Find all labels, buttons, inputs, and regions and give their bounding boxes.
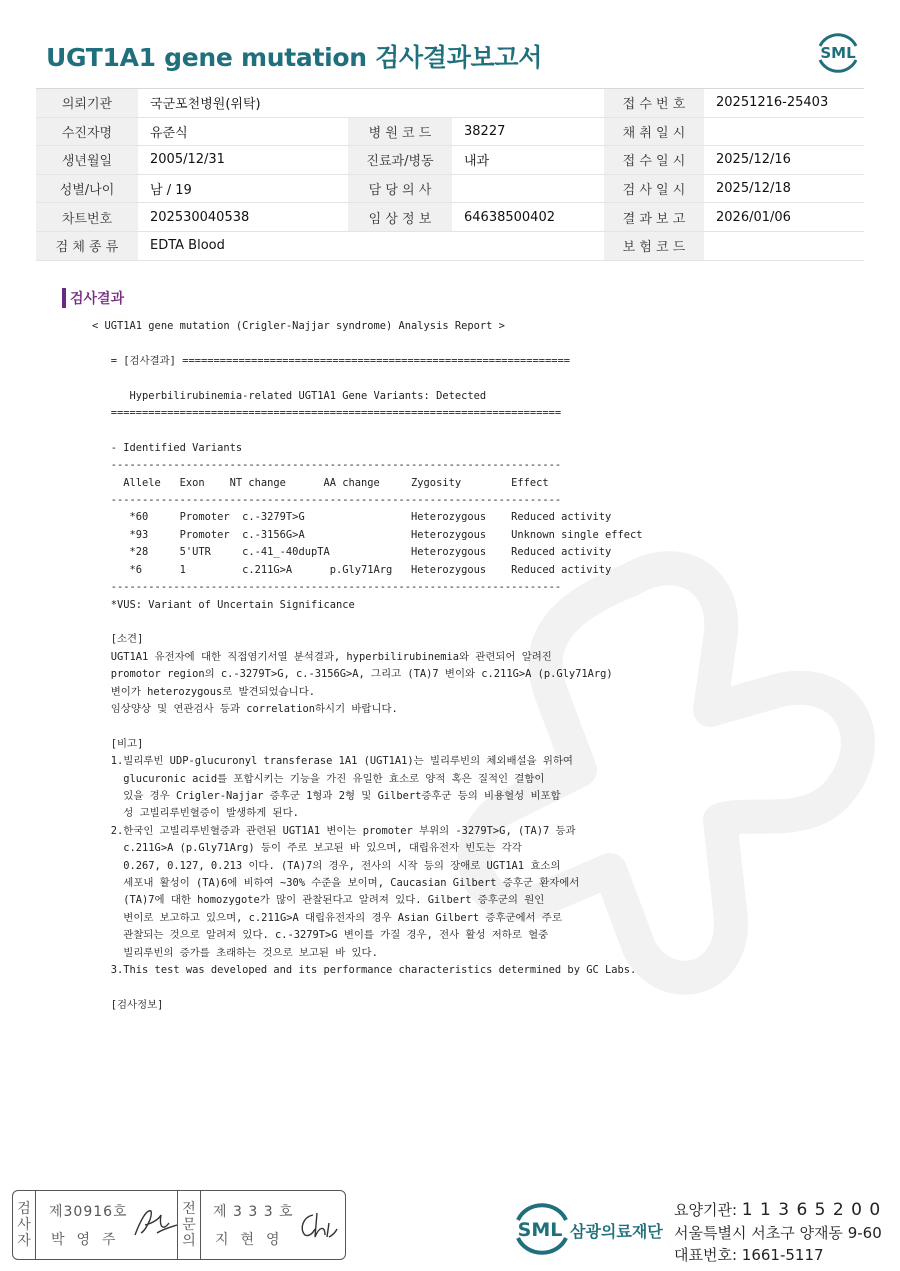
role2-char: 문 — [182, 1217, 196, 1233]
report-title: UGT1A1 gene mutation 검사결과보고서 — [46, 43, 543, 72]
institution-number — [674, 1199, 881, 1220]
info-label — [348, 231, 452, 260]
info-value: 202530040538 — [138, 203, 348, 232]
info-value: 국군포천병원(위탁) — [138, 89, 348, 118]
phone-number — [674, 1244, 824, 1265]
phone-value: 1661-5117 — [741, 1246, 824, 1264]
info-label: 임 상 정 보 — [348, 203, 452, 232]
info-value: 2005/12/31 — [138, 146, 348, 175]
role1-char: 자 — [17, 1233, 31, 1249]
info-value — [704, 117, 864, 146]
info-label: 보 험 코 드 — [604, 231, 704, 260]
analysis-report-text: < UGT1A1 gene mutation (Crigler-Najjar syndrome) Analysis Report > = [검사결과] ============================================================== Hyperbilirubinemia-related UGT1A1 Gene Variants: Detected ======================================================================== - Identified Variants ------------------------------------------------------------------------ Allele Exon NT change AA change Zygosity Effect ------------------------------------------------------------------------ *60 Promoter c.-3279T>G Heterozygous Reduced activity *93 Promoter c.-3156G>A Heterozygous Unknown single effect *28 5'UTR c.-41_-40dupTA Heterozygous Reduced activity *6 1 c.211G>A p.Gly71Arg Heterozygous Reduced activity ------------------------------------------------------------------------ *VUS: Variant of Uncertain Significance [소견] UGT1A1 유전자에 대한 직접염기서열 분석결과, hyperbilirubinemia와 관련되어 알려진 promotor region의 c.-3279T>G, c.-3156G>A, 그리고 (TA)7 변이와 c.211G>A (p.Gly71Arg) 변이가 heterozygous로 발견되었습니다. 임상양상 및 연관검사 등과 correlation하시기 바랍니다. [비고] 1.빌리루빈 UDP-glucuronyl transferase 1A1 (UGT1A1)는 빌리루빈의 체외배설을 위하여 glucuronic acid를 포합시키는 기능을 가진 유일한 효소로 양적 혹은 질적인 결함이 있을 경우 Crigler-Najjar 증후군 1형과 2형 및 Gilbert증후군 등의 비용혈성 비포합 성 고빌리루빈혈증이 발생하게 된다. 2.한국인 고빌리루빈혈증과 관련된 UGT1A1 변이는 promoter 부위의 -3279T>G, (TA)7 등과 c.211G>A (p.Gly71Arg) 등이 주로 보고된 바 있으며, 대립유전자 빈도는 각각 0.267, 0.127, 0.213 이다. (TA)7의 경우, 전사의 시작 등의 장애로 UGT1A1 효소의 세포내 활성이 (TA)6에 비하여 ~30% 수준을 보이며, Caucasian Gilbert 증후군 환자에서 (TA)7에 대한 homozygote가 많이 관찰된다고 알려져 있다. Gilbert 증후군의 원인 변이로 보고하고 있으며, c.211G>A 대립유전자의 경우 Asian Gilbert 증후군에서 주로 관찰되는 것으로 알려져 있다. c.-3279T>G 변이를 가질 경우, 전사 활성 저하로 혈중 빌리루빈의 증가를 초래하는 것으로 보고된 바 있다. 3.This test was developed and its performance characteristics determined by GC Labs. [검사정보] — [92, 320, 643, 1011]
sml-logo-text: SML — [820, 44, 856, 62]
info-row — [36, 231, 864, 260]
info-label: 접 수 일 시 — [604, 146, 704, 175]
section-header — [62, 288, 124, 308]
section-accent-bar — [62, 288, 66, 308]
info-row — [36, 203, 864, 232]
role1-char: 검 — [17, 1201, 31, 1217]
info-label: 진료과/병동 — [348, 146, 452, 175]
institution-no-value: 1 1 3 6 5 2 0 0 — [741, 1200, 882, 1220]
info-value: 20251216-25403 — [704, 89, 864, 118]
info-value: 2026/01/06 — [704, 203, 864, 232]
info-row — [36, 146, 864, 175]
role2-char: 전 — [182, 1201, 196, 1217]
bottom-logo-text: SML — [517, 1219, 563, 1241]
institution-label: 요양기관: — [674, 1201, 738, 1219]
info-label: 의뢰기관 — [36, 89, 138, 118]
info-row — [36, 89, 864, 118]
info-value — [452, 89, 604, 118]
info-value: 38227 — [452, 117, 604, 146]
info-label: 병 원 코 드 — [348, 117, 452, 146]
examiner-role-label — [13, 1191, 36, 1259]
info-label: 접 수 번 호 — [604, 89, 704, 118]
examiner-signature — [131, 1205, 179, 1241]
sml-logo-bottom — [510, 1200, 574, 1256]
info-value — [452, 231, 604, 260]
specialist-license: 제 3 3 3 호 — [213, 1204, 294, 1220]
info-value — [704, 231, 864, 260]
examiner-name: 박영주 — [51, 1232, 128, 1248]
info-label: 차트번호 — [36, 203, 138, 232]
info-label: 채 취 일 시 — [604, 117, 704, 146]
sml-logo-top — [812, 28, 864, 76]
role1-char: 사 — [17, 1217, 31, 1233]
info-value: 내과 — [452, 146, 604, 175]
info-value: EDTA Blood — [138, 231, 348, 260]
info-value: 2025/12/18 — [704, 174, 864, 203]
info-value: 남 / 19 — [138, 174, 348, 203]
info-label: 수진자명 — [36, 117, 138, 146]
section-title: 검사결과 — [70, 291, 125, 307]
phone-label: 대표번호: — [674, 1246, 738, 1264]
examiner-license: 제30916호 — [49, 1204, 128, 1220]
info-row — [36, 174, 864, 203]
info-value: 64638500402 — [452, 203, 604, 232]
info-label: 생년월일 — [36, 146, 138, 175]
info-value: 유준식 — [138, 117, 348, 146]
signature-stamp-box — [12, 1190, 346, 1260]
foundation-name: 삼광의료재단 — [570, 1222, 663, 1241]
specialist-signature — [295, 1209, 339, 1243]
info-label: 검 체 종 류 — [36, 231, 138, 260]
info-row — [36, 117, 864, 146]
role2-char: 의 — [182, 1233, 196, 1249]
info-value — [452, 174, 604, 203]
info-label: 담 당 의 사 — [348, 174, 452, 203]
address: 서울특별시 서초구 양재동 9-60 — [674, 1224, 882, 1242]
info-label: 결 과 보 고 — [604, 203, 704, 232]
specialist-name: 지현영 — [215, 1232, 292, 1248]
info-label: 검 사 일 시 — [604, 174, 704, 203]
specialist-role-label — [177, 1191, 201, 1259]
patient-info-table — [36, 88, 864, 261]
info-label: 성별/나이 — [36, 174, 138, 203]
info-label — [348, 89, 452, 118]
info-value: 2025/12/16 — [704, 146, 864, 175]
